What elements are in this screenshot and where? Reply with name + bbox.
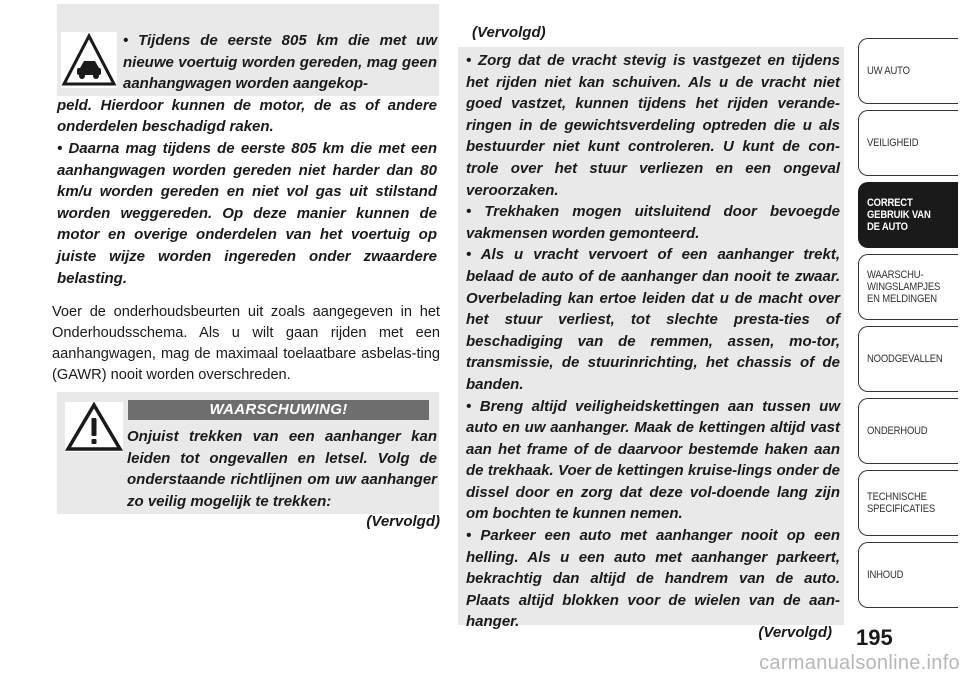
caution-bullet-1: • Tijdens de eerste 805 km die met uw nieuwe voertuig worden gereden, mag geen aanhangwagen worden aangekop- xyxy=(123,32,437,93)
warning-bullet-5: • Parkeer een auto met aanhanger nooit op een helling. Als u een auto met aanhanger parkeert, bekrachtig dan altijd de handrem van de auto. Plaats altijd blokken voor de wielen van de aan-hanger. xyxy=(466,527,840,631)
tab-label: UW AUTO xyxy=(867,65,910,77)
caution-bullet-1-continued: peld. Hierdoor kunnen de motor, de as of andere onderdelen beschadigd raken. xyxy=(57,96,437,136)
warning-bullet-4: • Breng altijd veiligheidskettingen aan tussen uw auto en uw aanhanger. Maak de kettingen altijd vast aan het frame of de daarvoor bestemde haken aan de trekhaak. Voer de kettingen kruise-lings onder de dissel door en zorg dat deze vol-doende lang zijn om bochten te kunnen nemen. xyxy=(466,397,840,523)
tab-label: NOODGEVALLEN xyxy=(867,353,943,365)
tab-technische-specificaties[interactable] xyxy=(858,470,958,536)
tab-inhoud[interactable] xyxy=(858,542,958,608)
continued-label-left: (Vervolgd) xyxy=(366,513,440,530)
tab-label: CORRECT GEBRUIK VAN DE AUTO xyxy=(867,197,931,233)
tab-noodgevallen[interactable] xyxy=(858,326,958,392)
tab-uw-auto[interactable] xyxy=(858,38,958,104)
continued-label-bottom: (Vervolgd) xyxy=(758,624,832,641)
warning-bullet-3: • Als u vracht vervoert of een aanhanger trekt, belaad de auto of de aanhanger dan nooit te zwaar. Overbelading kan ertoe leiden dat u de macht over het stuur verliest, tot slechte presta-ties of beschadiging van de remmen, assen, mo-tor, transmissie, de stuurinrichting, het chassis of de banden. xyxy=(466,246,840,393)
tab-label: WAARSCHU-WINGSLAMPJES EN MELDINGEN xyxy=(867,269,941,305)
tab-label: VEILIGHEID xyxy=(867,137,919,149)
warning-title: WAARSCHUWING! xyxy=(128,400,429,420)
warning-bullet-2: • Trekhaken mogen uitsluitend door bevoegde vakmensen worden gemonteerd. xyxy=(466,203,840,242)
section-tabs xyxy=(858,0,960,620)
tab-label: TECHNISCHE SPECIFICATIES xyxy=(867,491,936,515)
page-number: 195 xyxy=(856,625,893,650)
caution-bullet-2: • Daarna mag tijdens de eerste 805 km die met een aanhangwagen worden gereden niet harder dan 80 km/u worden gereden en niet vol gas uit stilstand worden weggereden. Op deze manier kunnen de motor en overige onderdelen van het voertuig op juiste wijze worden ingereden onder zwaardere belasting. xyxy=(57,139,437,287)
warning-continuation-text xyxy=(466,50,840,633)
tab-waarschuwingslampjes[interactable] xyxy=(858,254,958,320)
tab-label: INHOUD xyxy=(867,569,904,581)
warning-bullet-1: • Zorg dat de vracht stevig is vastgezet en tijdens het rijden niet kan schuiven. Als u de vracht niet goed vastzet, kunnen tijdens het rijden verande-ringen in de gewichtsverdeling optreden die u als bestuurder niet kunt controleren. U kunt de con-trole over het stuur verliezen en een ongeval veroorzaken. xyxy=(466,52,840,199)
caution-text xyxy=(57,30,437,289)
tab-veiligheid[interactable] xyxy=(858,110,958,176)
tab-correct-gebruik[interactable] xyxy=(858,182,958,248)
tab-label: ONDERHOUD xyxy=(867,425,928,437)
continued-label-top: (Vervolgd) xyxy=(472,24,546,41)
body-paragraph: Voer de onderhoudsbeurten uit zoals aangegeven in het Onderhoudsschema. Als u wilt gaan rijden met een aanhangwagen, mag de maximaal toelaatbare asbelas-ting (GAWR) nooit worden overschreden. xyxy=(52,304,440,383)
tab-onderhoud[interactable] xyxy=(858,398,958,464)
warning-text xyxy=(57,426,437,512)
warning-text-body: Onjuist trekken van een aanhanger kan leiden tot ongevallen en letsel. Volg de onderstaande richtlijnen om uw aanhanger zo veilig mogelijk te trekken: xyxy=(127,428,437,510)
watermark: carmanualsonline.info xyxy=(759,652,960,674)
